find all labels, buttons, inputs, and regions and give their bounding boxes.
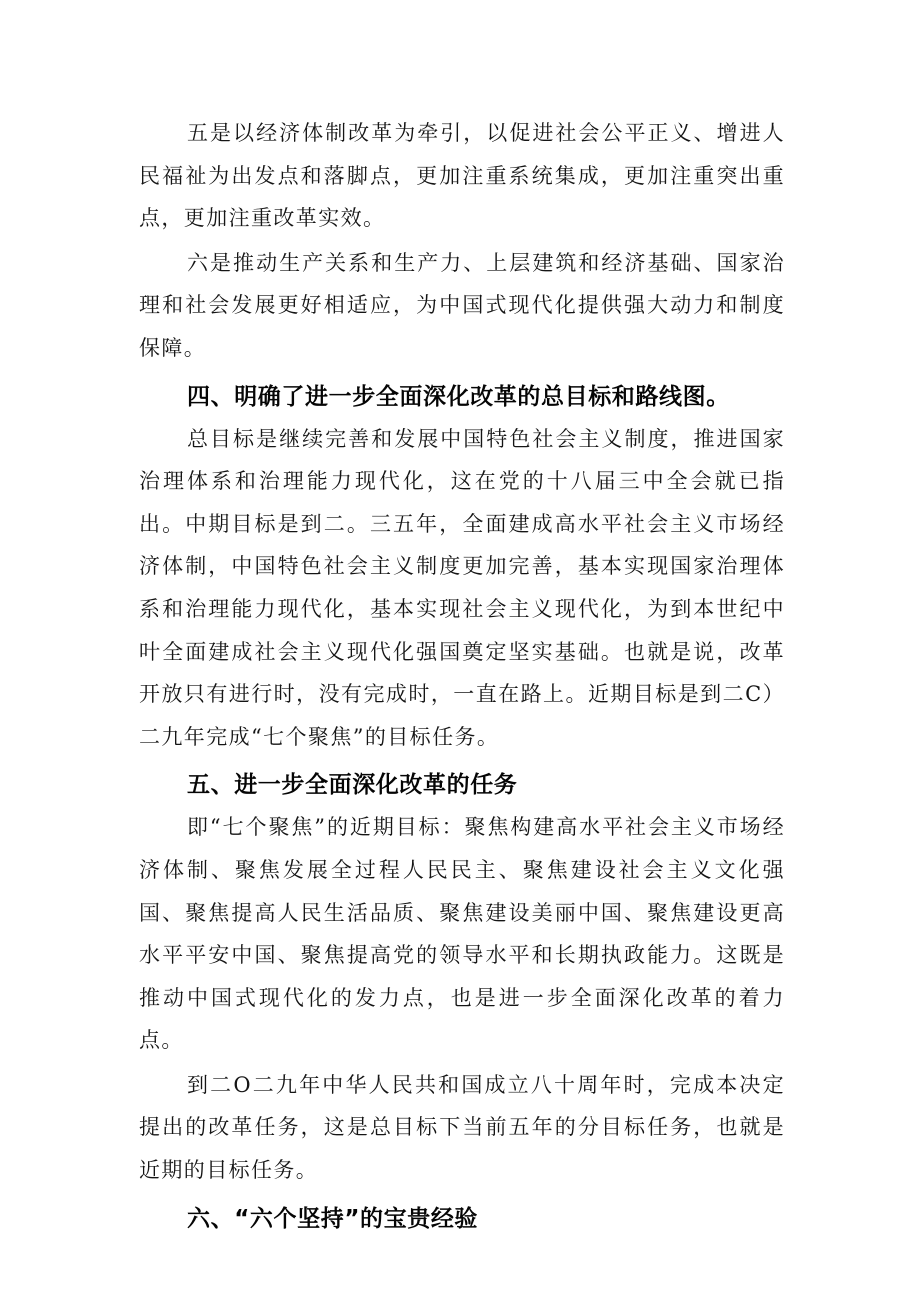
section-heading-four: 四、明确了进一步全面深化改革的总目标和路线图。 xyxy=(187,383,730,410)
paragraph-seven-focuses: 即“七个聚焦”的近期目标：聚焦构建高水平社会主义市场经济体制、聚焦发展全过程人民民主、聚焦建设社会主义文化强国、聚焦提高人民生活品质、聚焦建设美丽中国、聚焦建设更高水平平安中国、聚焦提高党的领导水平和长期执政能力。这既是推动中国式现代化的发力点，也是进一步全面深化改革的着力点。 xyxy=(139,815,785,1053)
paragraph-sixth-point: 六是推动生产关系和生产力、上层建筑和经济基础、国家治理和社会发展更好相适应，为中国式现代化提供强大动力和制度保障。 xyxy=(139,250,785,360)
document-body xyxy=(139,112,785,1240)
section-heading-six: 六、“六个坚持”的宝贵经验 xyxy=(187,1205,479,1232)
paragraph-2029-target: 到二O二九年中华人民共和国成立八十周年时，完成本决定提出的改革任务，这是总目标下当前五年的分目标任务，也就是近期的目标任务。 xyxy=(139,1072,785,1183)
section-heading-five: 五、进一步全面深化改革的任务 xyxy=(187,772,518,799)
paragraph-overall-goal: 总目标是继续完善和发展中国特色社会主义制度，推进国家治理体系和治理能力现代化，这在党的十八届三中全会就已指出。中期目标是到二。三五年，全面建成高水平社会主义市场经济体制，中国特色社会主义制度更加完善，基本实现国家治理体系和治理能力现代化，基本实现社会主义现代化，为到本世纪中叶全面建成社会主义现代化强国奠定坚实基础。也就是说，改革开放只有进行时，没有完成时，一直在路上。近期目标是到二C）二九年完成“七个聚焦”的目标任务。 xyxy=(139,426,785,749)
paragraph-fifth-point: 五是以经济体制改革为牵引，以促进社会公平正义、增进人民福祉为出发点和落脚点，更加注重系统集成，更加注重突出重点，更加注重改革实效。 xyxy=(139,121,785,231)
